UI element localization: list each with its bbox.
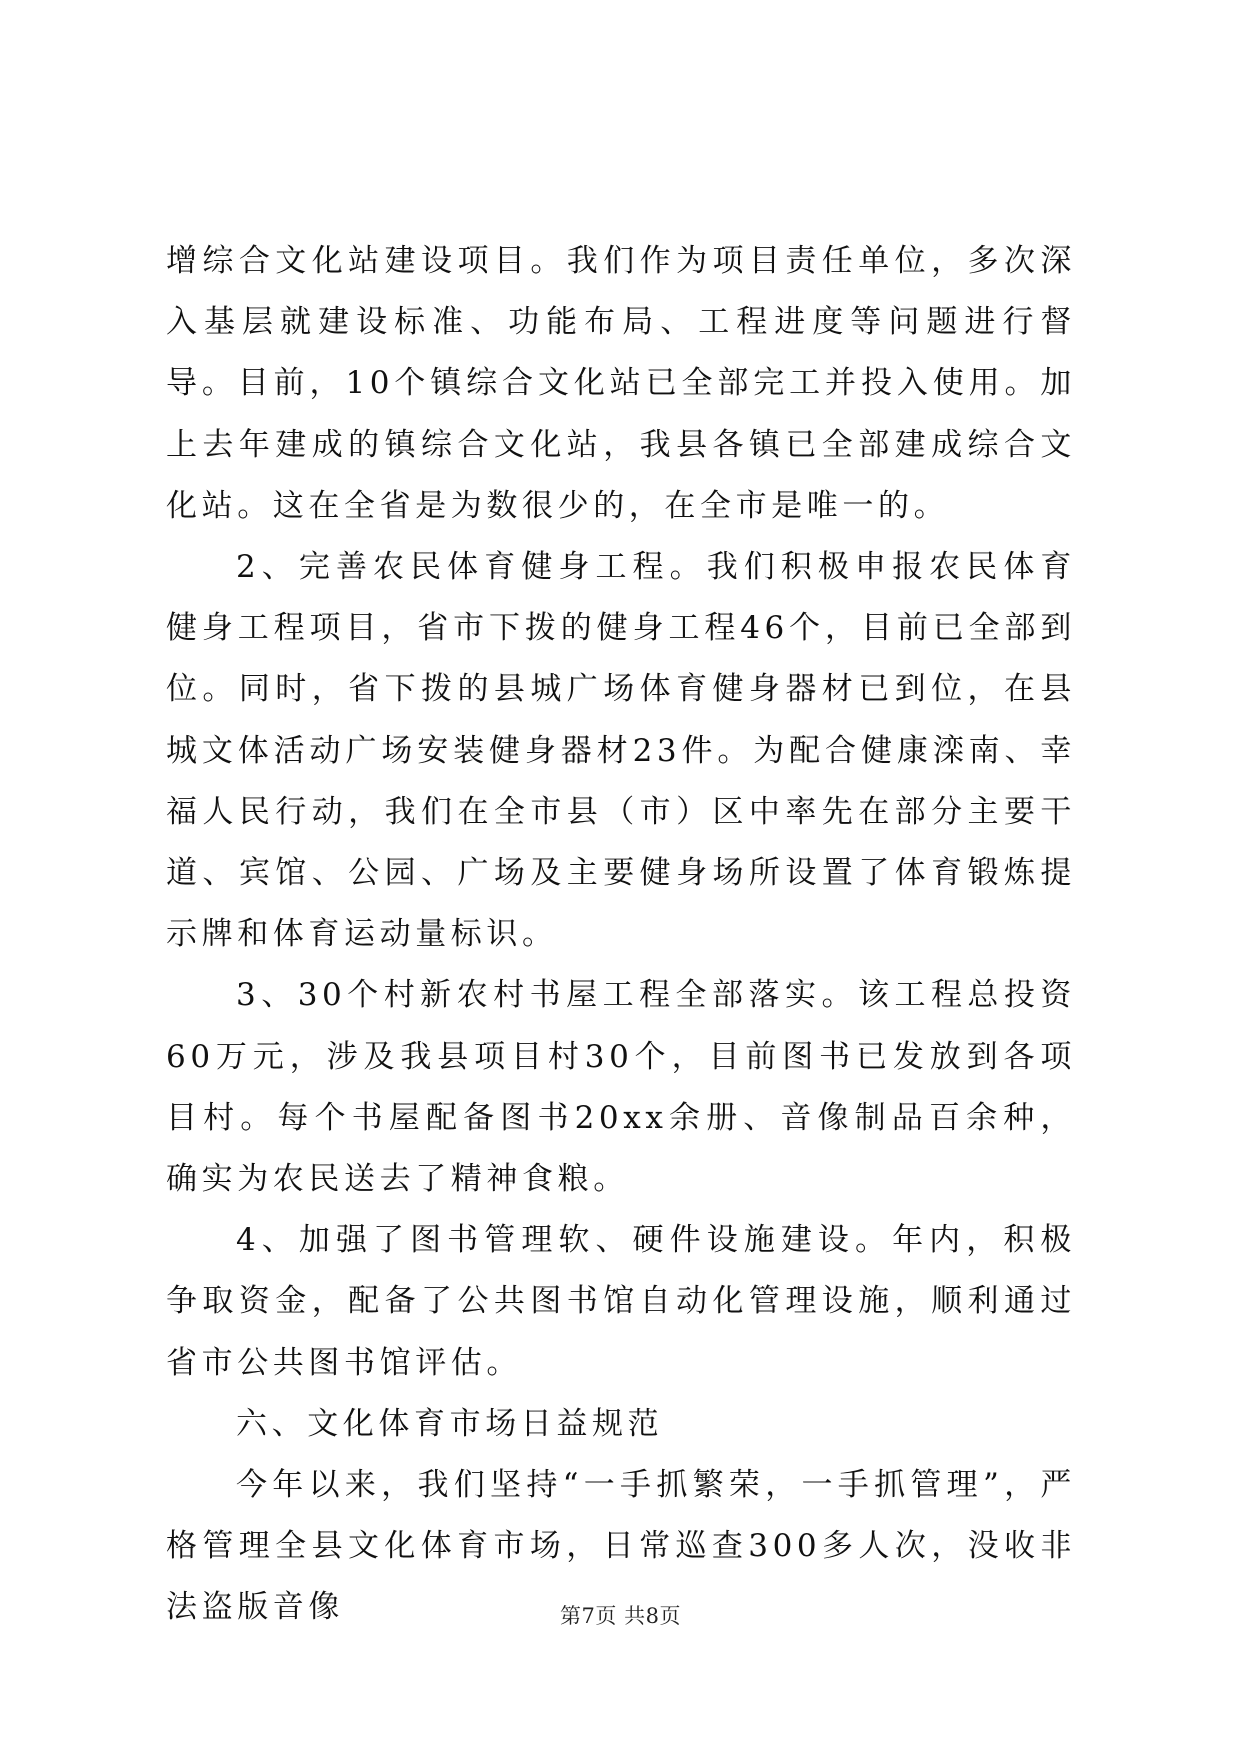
paragraph-rural-bookhouse: 3、30个村新农村书屋工程全部落实。该工程总投资60万元，涉及我县项目村30个，目前图书已发放到各项目村。每个书屋配备图书20xx余册、音像制品百余种，确实为农民送去了精神食粮。 xyxy=(166,977,1076,1198)
paragraph-library-facilities: 4、加强了图书管理软、硬件设施建设。年内，积极争取资金，配备了公共图书馆自动化管理设施，顺利通过省市公共图书馆评估。 xyxy=(166,1222,1076,1381)
document-body xyxy=(166,231,1076,1639)
paragraph-market-management: 今年以来，我们坚持“一手抓繁荣，一手抓管理”，严格管理全县文化体育市场，日常巡查300多人次，没收非法盗版音像 xyxy=(166,1467,1076,1626)
paragraph-continuation: 增综合文化站建设项目。我们作为项目责任单位，多次深入基层就建设标准、功能布局、工程进度等问题进行督导。目前，10个镇综合文化站已全部完工并投入使用。加上去年建成的镇综合文化站，我县各镇已全部建成综合文化站。这在全省是为数很少的，在全市是唯一的。 xyxy=(166,243,1076,524)
paragraph-fitness-project: 2、完善农民体育健身工程。我们积极申报农民体育健身工程项目，省市下拨的健身工程46个，目前已全部到位。同时，省下拨的县城广场体育健身器材已到位，在县城文体活动广场安装健身器材23件。为配合健康滦南、幸福人民行动，我们在全市县（市）区中率先在部分主要干道、宾馆、公园、广场及主要健身场所设置了体育锻炼提示牌和体育运动量标识。 xyxy=(166,549,1076,953)
page-number-label: 第7页 共8页 xyxy=(560,1604,681,1628)
section-heading-market: 六、文化体育市场日益规范 xyxy=(236,1405,664,1442)
page-footer xyxy=(0,1600,1241,1630)
